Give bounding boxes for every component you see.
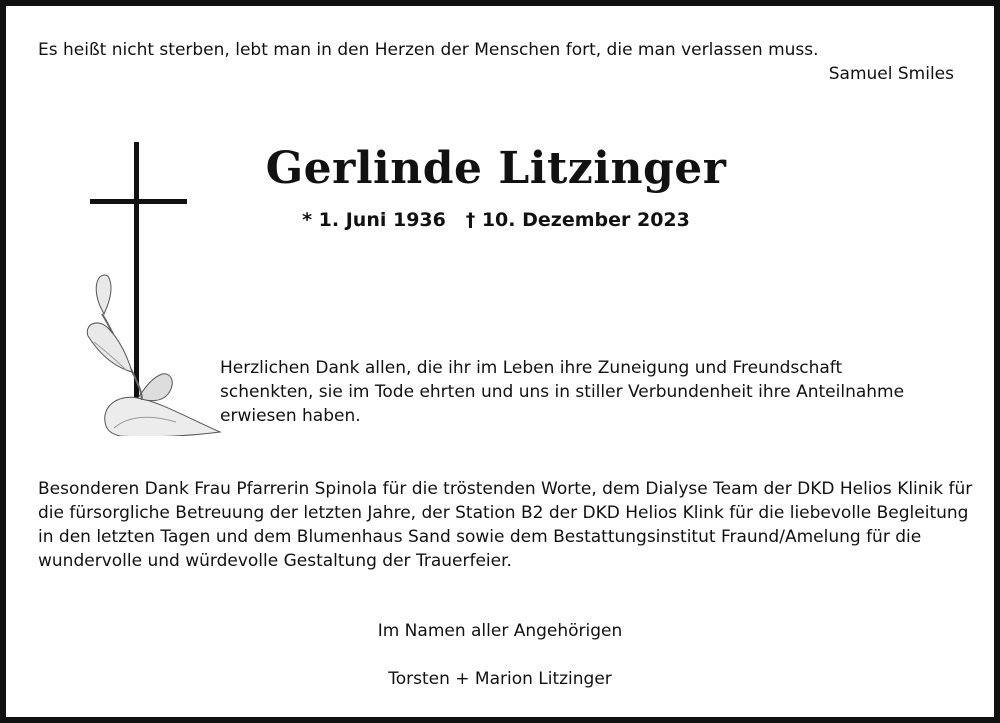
quote-text: Es heißt nicht sterben, lebt man in den Herzen der Menschen fort, die man verlassen muss.	[38, 40, 819, 60]
deceased-name: Gerlinde Litzinger	[265, 143, 727, 194]
quote-author: Samuel Smiles	[828, 64, 954, 84]
birth-date: * 1. Juni 1936	[302, 209, 446, 231]
signers-names: Torsten + Marion Litzinger	[388, 669, 612, 689]
special-thanks-paragraph: Besonderen Dank Frau Pfarrerin Spinola für die tröstenden Worte, dem Dialyse Team der DKD Helios Klinik für die fürsorgliche Betreuung der letzten Jahre, der Station B2 der DKD Helios Klink für die liebevolle Begleitung in den letzten Tagen und dem Blumenhaus Sand sowie dem Bestattungsinstitut Fraund/Amelung für die wundervolle und würdevolle Gestaltung der Trauerfeier.	[38, 479, 973, 571]
calla-lily-blossom	[105, 374, 220, 436]
calla-lily-bud	[87, 275, 136, 380]
cross-vertical-beam	[134, 142, 139, 436]
cross-with-calla-lily-icon	[80, 136, 230, 436]
life-dates	[256, 209, 736, 231]
death-date: † 10. Dezember 2023	[465, 209, 690, 231]
cross-horizontal-beam	[90, 199, 187, 204]
thanks-paragraph: Herzlichen Dank allen, die ihr im Leben ihre Zuneigung und Freundschaft schenkten, sie im Tode ehrten und uns in stiller Verbundenheit ihre Anteilnahme erwiesen haben.	[220, 358, 905, 426]
signoff-text: Im Namen aller Angehörigen	[377, 621, 623, 641]
